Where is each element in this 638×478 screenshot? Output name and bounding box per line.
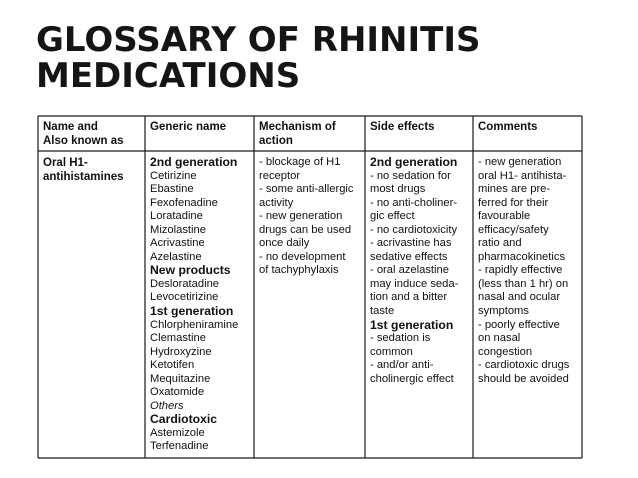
side-effects-line: - sedation is [370, 332, 431, 345]
comments-line: - new generation [478, 156, 562, 168]
header-comments-line-1: Comments [478, 121, 538, 133]
side-effects-line: common [370, 345, 413, 358]
generic-name-item: Azelastine [150, 250, 202, 263]
header-mechanism-line-2: action [259, 135, 293, 147]
mechanism-line: of tachyphylaxis [259, 264, 339, 277]
comments-line: pharmacokinetics [478, 250, 566, 263]
side-effects-line: - no anti-choliner- [370, 196, 458, 209]
header-name [43, 120, 124, 148]
side-effects-line: - and/or anti- [370, 359, 434, 372]
generic-name-item: Hydroxyzine [150, 345, 212, 358]
side-effects-line: gic effect [370, 210, 415, 223]
side-effects-line: - no sedation for [370, 169, 451, 182]
generic-name-item: 2nd generation [150, 155, 238, 169]
side-effects-line: sedative effects [370, 250, 448, 263]
header-mechanism-line-1: Mechanism of [259, 121, 336, 133]
side-effects-line: - no cardiotoxicity [370, 223, 458, 236]
mechanism-line: - no development [259, 250, 346, 263]
comments-line: symptoms [478, 305, 529, 318]
side-effects-line: most drugs [370, 183, 426, 196]
comments-line: - rapidly effective [478, 264, 563, 277]
comments-line: mines are pre- [478, 183, 551, 196]
mechanism-line: activity [259, 196, 294, 209]
mechanism-line: once daily [259, 237, 310, 250]
mechanism-text [259, 156, 354, 278]
side-effects-line: may induce seda- [370, 277, 459, 290]
side-effects-line: 1st generation [370, 317, 454, 332]
generic-name-item: Acrivastine [150, 237, 205, 250]
generic-name-item: Mizolastine [150, 223, 206, 236]
side-effects-line: tion and a bitter [370, 291, 448, 304]
comments-line: nasal and ocular [478, 291, 561, 304]
page-title [36, 22, 626, 94]
generic-name-item: Cardiotoxic [150, 412, 218, 427]
generic-name-item: Oxatomide [150, 386, 205, 399]
mechanism-line: - new generation [259, 210, 343, 223]
generic-name-item: Ebastine [150, 183, 194, 196]
header-name-line-2: Also known as [43, 135, 124, 147]
header-comments [478, 120, 537, 134]
header-side-effects [370, 120, 435, 134]
side-effects-line: - oral azelastine [370, 264, 449, 277]
generic-name-item: Clemastine [150, 332, 206, 345]
comments-line: oral H1- antihista- [478, 169, 567, 182]
title-line-2: MEDICATIONS [36, 56, 301, 96]
side-effects-line: cholinergic effect [370, 372, 454, 385]
comments-line: on nasal [478, 332, 521, 345]
comments-line: congestion [478, 345, 533, 358]
generic-name-item: Loratadine [150, 210, 203, 223]
comments-line: should be avoided [478, 372, 569, 385]
side-effects-line: 2nd generation [370, 155, 458, 169]
mechanism-line: drugs can be used [259, 223, 352, 236]
generic-name-item: Levocetirizine [150, 291, 219, 304]
generic-name-item: 1st generation [150, 304, 234, 319]
row-name-line-1: Oral H1- [43, 157, 88, 169]
comments-line: ferred for their [478, 196, 549, 209]
comments-line: favourable [478, 210, 531, 223]
side-effects-line: taste [370, 305, 395, 318]
comments-line: - poorly effective [478, 318, 560, 331]
header-name-line-1: Name and [43, 121, 98, 133]
comments-line: ratio and [478, 237, 522, 250]
header-generic-line-1: Generic name [150, 121, 227, 133]
mechanism-line: - blockage of H1 [259, 156, 341, 168]
side-effects-line: - acrivastine has [370, 237, 452, 250]
generic-name-item: Terfenadine [150, 440, 209, 453]
generic-name-item: Desloratadine [150, 277, 220, 290]
row-name [43, 156, 124, 184]
generic-name-item: Chlorpheniramine [150, 318, 239, 331]
generic-name-item: Astemizole [150, 426, 205, 439]
comments-line: (less than 1 hr) on [478, 277, 569, 290]
header-generic [150, 120, 226, 134]
comments-line: - cardiotoxic drugs [478, 359, 570, 372]
mechanism-line: receptor [259, 169, 301, 182]
comments-text [478, 156, 569, 386]
header-mechanism [259, 120, 336, 148]
side-effects-text [370, 156, 458, 386]
generic-name-item: Cetirizine [150, 169, 197, 182]
generic-name-list [150, 156, 238, 454]
generic-name-item: Ketotifen [150, 359, 195, 372]
generic-name-item: Fexofenadine [150, 196, 218, 209]
row-name-line-2: antihistamines [43, 171, 124, 183]
comments-line: efficacy/safety [478, 223, 549, 236]
header-side-effects-line-1: Side effects [370, 121, 435, 133]
generic-name-item: New products [150, 263, 231, 278]
generic-name-item: Others [150, 399, 184, 412]
title-line-1: GLOSSARY OF RHINITIS [36, 20, 481, 60]
mechanism-line: - some anti-allergic [259, 183, 354, 196]
generic-name-item: Mequitazine [150, 372, 211, 385]
